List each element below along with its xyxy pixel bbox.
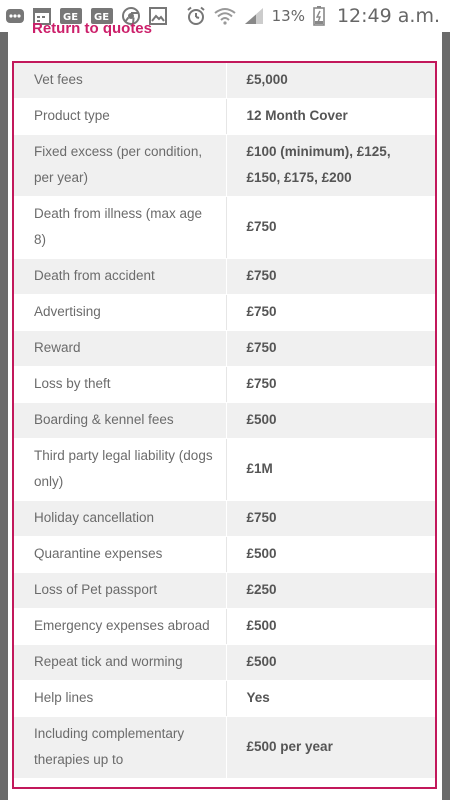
table-row (14, 197, 435, 259)
svg-text:GE: GE (63, 12, 79, 23)
alarm-icon (186, 6, 206, 26)
row-value: £5,000 (226, 63, 435, 99)
row-value: £500 (226, 645, 435, 681)
table-row (14, 681, 435, 717)
page-content (8, 20, 442, 800)
table-row (14, 439, 435, 501)
table-row (14, 99, 435, 135)
table-row (14, 537, 435, 573)
row-value: 12 Month Cover (226, 99, 435, 135)
table-row (14, 501, 435, 537)
row-label: Loss by theft (14, 367, 226, 403)
row-value: £250 (226, 573, 435, 609)
row-label: Death from accident (14, 259, 226, 295)
row-label: Emergency expenses abroad (14, 609, 226, 645)
table-row (14, 717, 435, 779)
row-label: Third party legal liability (dogs only) (14, 439, 226, 501)
row-label: Vet fees (14, 63, 226, 99)
row-value: £500 (226, 537, 435, 573)
row-label: Boarding & kennel fees (14, 403, 226, 439)
cover-details-table (14, 63, 435, 779)
row-value: £500 (226, 403, 435, 439)
signal-icon (244, 7, 264, 25)
battery-percent: 13% (271, 7, 305, 25)
row-value: £750 (226, 367, 435, 403)
wifi-icon (214, 7, 236, 25)
table-row (14, 609, 435, 645)
row-value: £750 (226, 331, 435, 367)
table-row (14, 367, 435, 403)
row-value: £500 per year (226, 717, 435, 779)
clock: 12:49 a.m. (336, 5, 440, 27)
row-value: £750 (226, 197, 435, 259)
table-row (14, 573, 435, 609)
table-row (14, 331, 435, 367)
row-value: Yes (226, 681, 435, 717)
return-to-quotes-link[interactable]: Return to quotes (32, 20, 152, 37)
row-label: Product type (14, 99, 226, 135)
row-value: £500 (226, 609, 435, 645)
row-label: Repeat tick and worming (14, 645, 226, 681)
row-label: Holiday cancellation (14, 501, 226, 537)
table-row (14, 645, 435, 681)
row-label: Help lines (14, 681, 226, 717)
row-value: £1M (226, 439, 435, 501)
row-value: £750 (226, 295, 435, 331)
row-label: Quarantine expenses (14, 537, 226, 573)
row-label: Fixed excess (per condition, per year) (14, 135, 226, 197)
row-value: £750 (226, 501, 435, 537)
row-value: £750 (226, 259, 435, 295)
row-label: Advertising (14, 295, 226, 331)
table-row (14, 403, 435, 439)
row-label: Reward (14, 331, 226, 367)
table-row (14, 295, 435, 331)
battery-icon (313, 6, 325, 26)
svg-text:GE: GE (94, 12, 110, 23)
cover-details-card (12, 61, 437, 789)
table-row (14, 63, 435, 99)
row-value: £100 (minimum), £125, £150, £175, £200 (226, 135, 435, 197)
table-row (14, 135, 435, 197)
row-label: Loss of Pet passport (14, 573, 226, 609)
row-label: Including complementary therapies up to (14, 717, 226, 779)
row-label: Death from illness (max age 8) (14, 197, 226, 259)
table-row (14, 259, 435, 295)
more-icon (6, 9, 24, 23)
